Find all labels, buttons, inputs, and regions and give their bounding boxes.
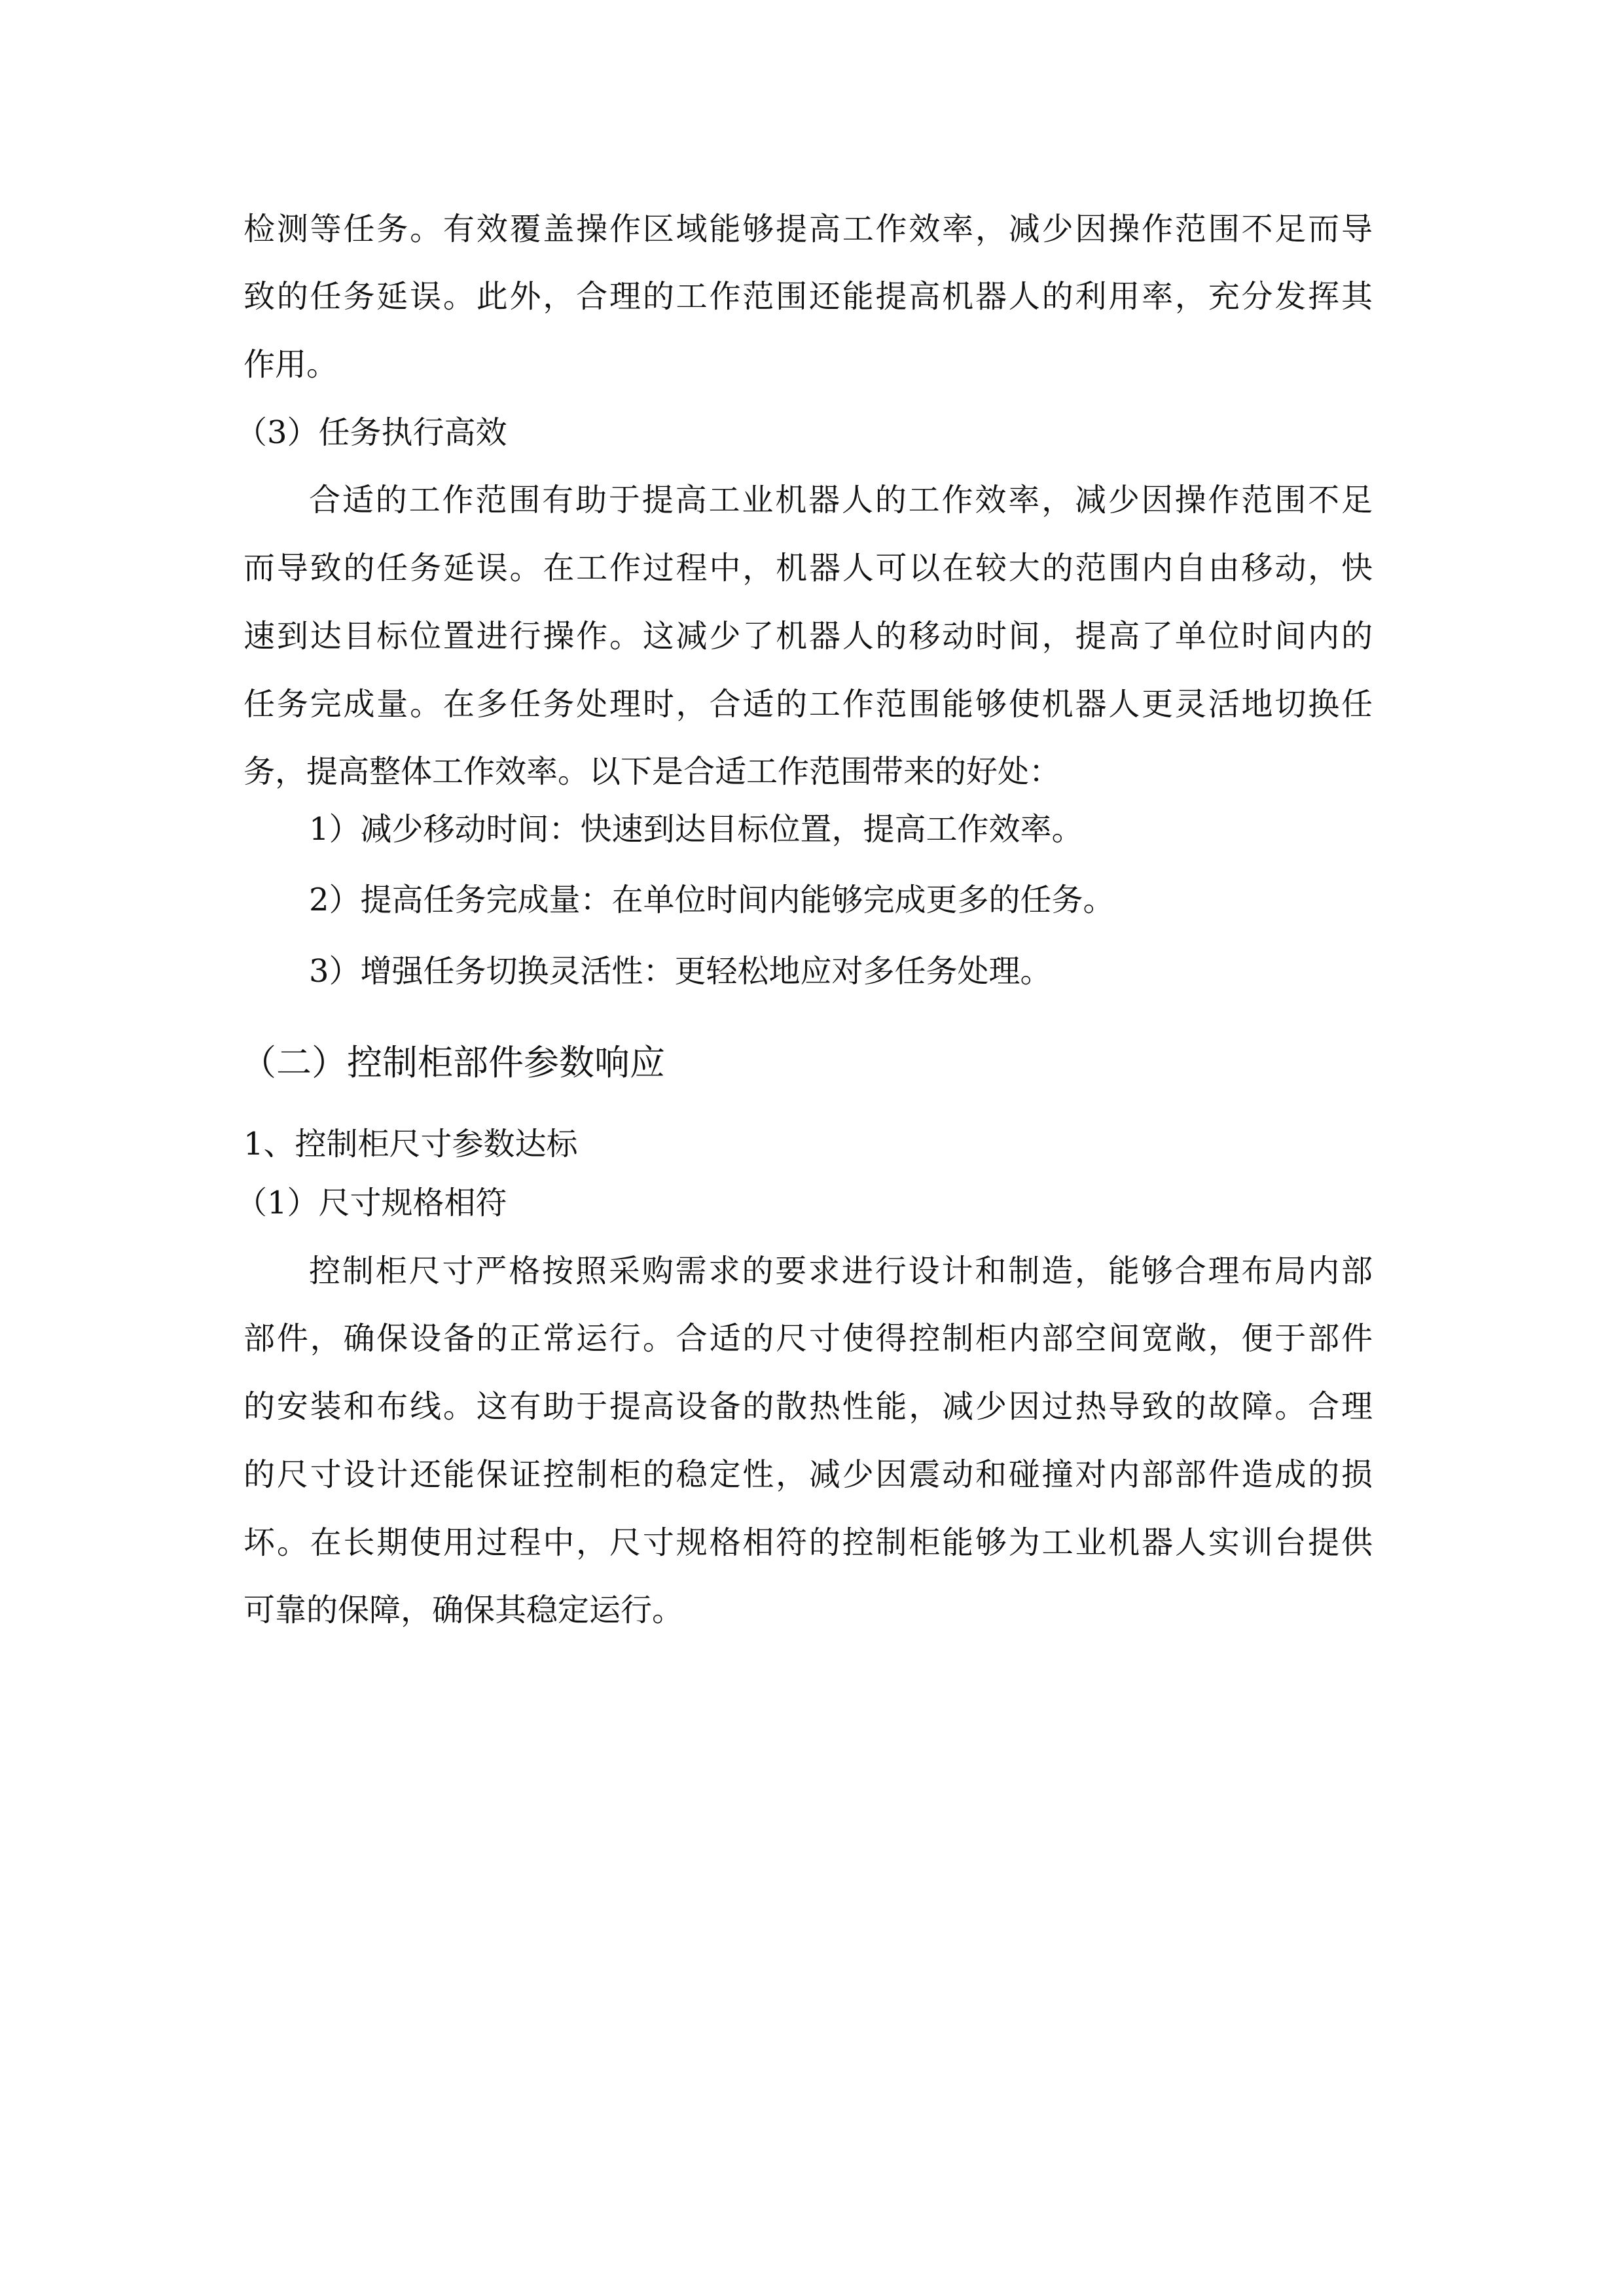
- paragraph-line: 速到达目标位置进行操作。这减少了机器人的移动时间，提高了单位时间内的: [244, 618, 1373, 655]
- paragraph-line: 而导致的任务延误。在工作过程中，机器人可以在较大的范围内自由移动，快: [244, 550, 1373, 586]
- paragraph-line: 检测等任务。有效覆盖操作区域能够提高工作效率，减少因操作范围不足而导: [244, 211, 1373, 247]
- paragraph-line: 坏。在长期使用过程中，尺寸规格相符的控制柜能够为工业机器人实训台提供: [244, 1524, 1373, 1561]
- paragraph-line: 可靠的保障，确保其稳定运行。: [244, 1592, 684, 1628]
- benefit-item: 2）提高任务完成量：在单位时间内能够完成更多的任务。: [309, 882, 1115, 918]
- subsection-title: （1）尺寸规格相符: [236, 1185, 507, 1221]
- paragraph-line: 的尺寸设计还能保证控制柜的稳定性，减少因震动和碰撞对内部部件造成的损: [244, 1456, 1373, 1493]
- paragraph-line: 合适的工作范围有助于提高工业机器人的工作效率，减少因操作范围不足: [309, 482, 1373, 518]
- paragraph-line: 任务完成量。在多任务处理时，合适的工作范围能够使机器人更灵活地切换任: [244, 686, 1373, 723]
- paragraph-line: 的安装和布线。这有助于提高设备的散热性能，减少因过热导致的故障。合理: [244, 1388, 1373, 1425]
- paragraph-line: 致的任务延误。此外，合理的工作范围还能提高机器人的利用率，充分发挥其: [244, 278, 1373, 315]
- paragraph-line: 作用。: [244, 346, 338, 383]
- paragraph-line: 部件，确保设备的正常运行。合适的尺寸使得控制柜内部空间宽敞，便于部件: [244, 1320, 1373, 1357]
- section-heading: （二）控制柜部件参数响应: [241, 1042, 665, 1083]
- subsection-title: （3）任务执行高效: [236, 414, 507, 451]
- benefit-item: 3）增强任务切换灵活性：更轻松地应对多任务处理。: [309, 953, 1052, 990]
- paragraph-line: 务，提高整体工作效率。以下是合适工作范围带来的好处：: [244, 753, 1061, 790]
- paragraph-line: 控制柜尺寸严格按照采购需求的要求进行设计和制造，能够合理布局内部: [309, 1253, 1373, 1289]
- benefit-item: 1）减少移动时间：快速到达目标位置，提高工作效率。: [309, 811, 1083, 848]
- sub-heading: 1、控制柜尺寸参数达标: [244, 1126, 578, 1162]
